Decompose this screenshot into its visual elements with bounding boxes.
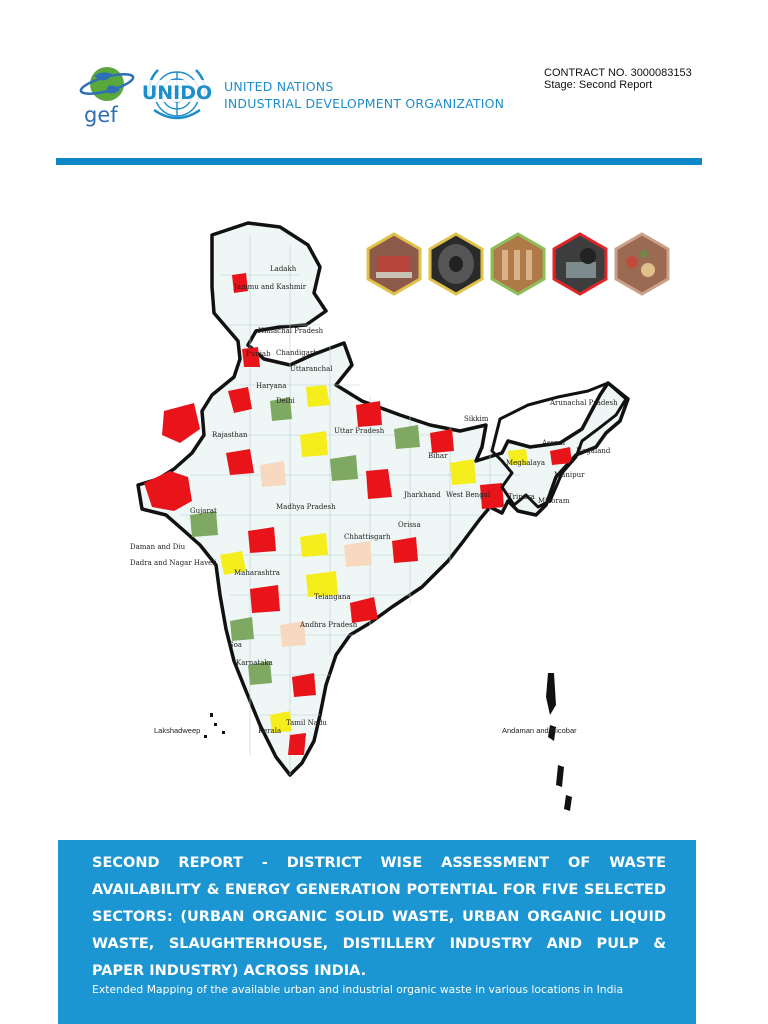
label-madhya-pradesh: Madhya Pradesh (276, 503, 336, 511)
label-jammu-kashmir: Jammu and Kashmir (234, 283, 307, 291)
andaman-nicobar-islands (546, 673, 572, 811)
label-daman-diu: Daman and Diu (130, 543, 186, 551)
unido-logo-text: UNIDO (141, 82, 213, 104)
label-chandigarh: Chandigarh (276, 349, 318, 357)
organization-name (224, 78, 504, 112)
label-karnataka: Karnataka (236, 659, 273, 667)
contract-number: CONTRACT NO. 3000083153 (544, 67, 692, 79)
label-west-bengal: West Bengal (446, 491, 491, 499)
lakshadweep-islands (204, 713, 225, 738)
label-rajasthan: Rajasthan (212, 431, 248, 439)
label-mizoram: Mizoram (538, 497, 570, 505)
india-district-map (130, 215, 640, 815)
label-maharashtra: Maharashtra (234, 569, 280, 577)
label-goa: Goa (228, 641, 242, 649)
label-tripura: Tripura (508, 493, 535, 501)
label-delhi: Delhi (276, 397, 295, 405)
label-telangana: Telangana (314, 593, 351, 601)
unido-logo (140, 60, 214, 128)
report-title-banner (58, 840, 696, 1024)
cover-header (0, 0, 768, 170)
label-lakshadweep: Lakshadweep (154, 726, 201, 735)
org-name-line1: UNITED NATIONS (224, 79, 334, 94)
label-kerala: Kerala (258, 727, 282, 735)
label-uttaranchal: Uttaranchal (290, 365, 333, 373)
label-sikkim: Sikkim (464, 415, 489, 423)
label-manipur: Manipur (554, 471, 585, 479)
report-stage: Stage: Second Report (544, 79, 653, 91)
label-assam: Assam (542, 439, 566, 447)
label-arunachal: Arunachal Pradesh (550, 399, 618, 407)
label-gujarat: Gujarat (190, 507, 217, 515)
label-nagaland: Nagaland (576, 447, 611, 455)
label-haryana: Haryana (256, 382, 287, 390)
label-himachal: Himachal Pradesh (258, 327, 324, 335)
label-punjab: Punjab (246, 350, 271, 358)
label-tamil-nadu: Tamil Nadu (286, 719, 327, 727)
report-subtitle: Extended Mapping of the available urban and industrial organic waste in various locations in India (92, 983, 624, 996)
label-chhattisgarh: Chhattisgarh (344, 533, 391, 541)
label-jharkhand: Jharkhand (404, 491, 441, 499)
contract-info (544, 67, 692, 91)
label-uttar-pradesh: Uttar Pradesh (334, 427, 385, 435)
label-andaman-nicobar: Andaman and Nicobar (502, 726, 577, 735)
label-meghalaya: Meghalaya (506, 459, 546, 467)
india-map-svg (130, 215, 640, 815)
label-dadra-nagar-haveli: Dadra and Nagar Haveli (130, 559, 217, 567)
gef-logo-text: gef (84, 103, 118, 127)
label-bihar: Bihar (428, 452, 448, 460)
report-title: SECOND REPORT - DISTRICT WISE ASSESSMENT OF WASTE AVAILABILITY & ENERGY GENERATION POTENTIAL FOR FIVE SELECTED SECTORS: (URBAN ORGANIC SOLID WASTE, URBAN ORGANIC LIQUID WASTE, SLAUGHTERHOUSE, DISTILLERY INDUSTRY AND PULP & PAPER INDUSTRY) ACROSS INDIA. (92, 855, 666, 979)
header-rule (56, 158, 702, 165)
org-name-line2: INDUSTRIAL DEVELOPMENT ORGANIZATION (224, 96, 505, 111)
label-ladakh: Ladakh (270, 265, 297, 273)
label-andhra-pradesh: Andhra Pradesh (300, 621, 358, 629)
gef-logo (78, 62, 136, 128)
label-orissa: Orissa (398, 521, 421, 529)
